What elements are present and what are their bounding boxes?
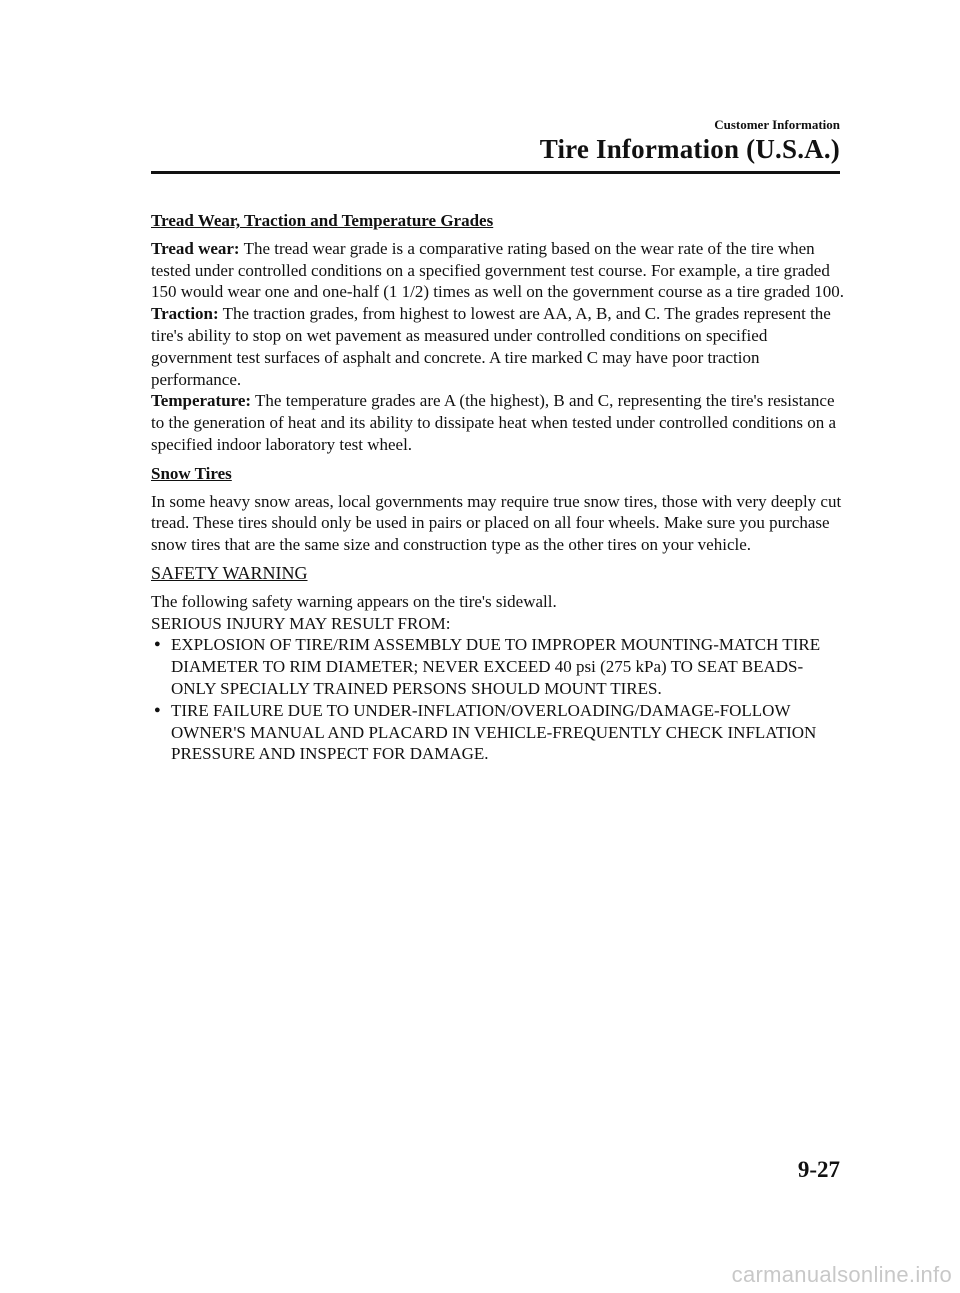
temperature-paragraph <box>151 390 846 455</box>
temperature-label: Temperature: <box>151 391 252 411</box>
tread-wear-label: Tread wear: <box>151 238 240 258</box>
snow-tires-text: In some heavy snow areas, local governments may require true snow tires, those with very deeply cut tread. These tires should only be used in pairs or placed on all four wheels. Make sure you purchase snow tires that are the same size and construction type as the other tires on your vehicle. <box>151 491 842 555</box>
warning-lead: SERIOUS INJURY MAY RESULT FROM: <box>151 613 451 633</box>
warning-list <box>151 634 846 765</box>
list-item <box>151 634 846 699</box>
page-content <box>151 210 846 765</box>
page-number: 9-27 <box>797 1157 840 1182</box>
warning-intro: The following safety warning appears on the tire's sidewall. <box>151 591 557 611</box>
traction-text: The traction grades, from highest to lowest are AA, A, B, and C. The grades represent the tire's ability to stop on wet pavement as measured under controlled conditions on specified government test surfaces of asphalt and concrete. A tire marked C may have poor traction performance. <box>151 304 831 389</box>
snow-tires-heading: Snow Tires <box>151 463 232 483</box>
list-item-text: TIRE FAILURE DUE TO UNDER-INFLATION/OVERLOADING/DAMAGE-FOLLOW OWNER'S MANUAL AND PLACARD IN VEHICLE-FREQUENTLY CHECK INFLATION PRESSURE AND INSPECT FOR DAMAGE. <box>171 700 817 764</box>
header-divider <box>151 171 840 174</box>
temperature-text: The temperature grades are A (the highest), B and C, representing the tire's resistance to the generation of heat and its ability to dissipate heat when tested under controlled conditions on a specified indoor laboratory test wheel. <box>151 391 837 454</box>
safety-warning-heading: SAFETY WARNING <box>151 562 308 583</box>
traction-label: Traction: <box>151 304 219 324</box>
list-item-text: EXPLOSION OF TIRE/RIM ASSEMBLY DUE TO IMPROPER MOUNTING-MATCH TIRE DIAMETER TO RIM DIAMETER; NEVER EXCEED 40 psi (275 kPa) TO SEAT BEADS-ONLY SPECIALLY TRAINED PERSONS SHOULD MOUNT TIRES. <box>171 635 821 698</box>
tread-wear-paragraph <box>151 238 846 303</box>
bullet-icon: ● <box>154 638 161 651</box>
grades-body <box>151 238 846 456</box>
tread-wear-text: The tread wear grade is a comparative rating based on the wear rate of the tire when tested under controlled conditions on a specified government test course. For example, a tire graded 150 would wear one and one-half (1 1/2) times as well on the government course as a tire graded 100. <box>151 238 845 302</box>
snow-tires-body <box>151 491 846 556</box>
bullet-icon: ● <box>154 703 161 716</box>
safety-warning-body <box>151 591 846 765</box>
page-title: Tire Information (U.S.A.) <box>539 134 840 164</box>
grades-heading: Tread Wear, Traction and Temperature Grades <box>151 211 494 230</box>
list-item <box>151 700 846 765</box>
section-label: Customer Information <box>714 117 840 132</box>
traction-paragraph <box>151 303 846 390</box>
watermark: carmanualsonline.info <box>731 1262 952 1287</box>
